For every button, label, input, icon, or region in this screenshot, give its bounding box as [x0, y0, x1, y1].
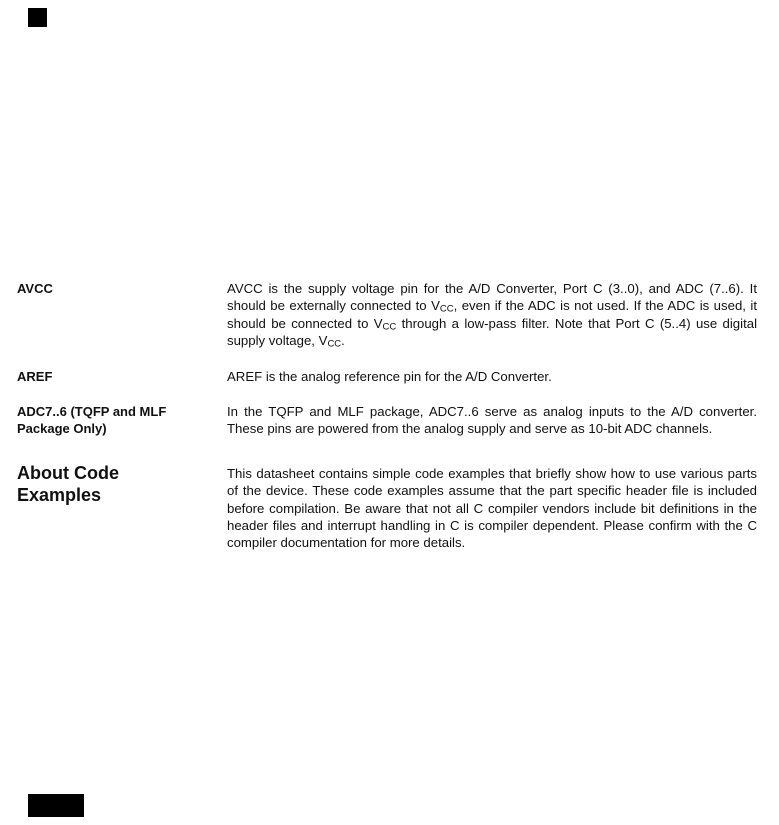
section-body-adc76: In the TQFP and MLF package, ADC7..6 serve as analog inputs to the A/D converter. These pins are powered from the analog supply and serve as 10-bit ADC channels. [227, 404, 757, 437]
section-label-aref: AREF [17, 368, 53, 384]
section-body-column [227, 368, 757, 385]
section-avcc [17, 280, 757, 350]
section-body-about-code-examples: This datasheet contains simple code examples that briefly show how to use various parts of the device. These code examples assume that the part specific header file is included before compilation. Be aware that not all C compiler vendors include bit definitions in the header files and interrupt handling in C is compiler dependent. Please confirm with the C compiler documentation for more details. [227, 465, 757, 551]
page-content [17, 280, 757, 552]
section-aref [17, 368, 757, 385]
section-label-column [17, 368, 227, 385]
section-body-column [227, 403, 757, 438]
corner-print-mark [28, 8, 47, 27]
section-label-avcc: AVCC [17, 281, 53, 296]
footer-print-mark [28, 794, 84, 817]
section-body-avcc: AVCC is the supply voltage pin for the A/D Converter, Port C (3..0), and ADC (7..6). It should be externally connected to $V_{CC}$, even if the ADC is not used. If the ADC is used, it should be connected to $V_{CC}$ through a low-pass filter. Note that Port C (5..4) use digital supply voltage, $V_{CC}$. [227, 281, 758, 350]
section-label-adc76: ADC7..6 (TQFP and MLF Package Only) [17, 404, 167, 437]
section-body-aref: AREF is the analog reference pin for the A/D Converter. [227, 368, 552, 384]
section-label-column [17, 280, 227, 297]
section-label-column [17, 462, 227, 507]
section-body-column [227, 280, 757, 350]
section-body-column [227, 462, 757, 552]
section-adc76 [17, 403, 757, 438]
section-label-column [17, 403, 227, 438]
section-heading-about-code-examples: About Code Examples [17, 462, 119, 506]
section-about-code-examples [17, 462, 757, 552]
